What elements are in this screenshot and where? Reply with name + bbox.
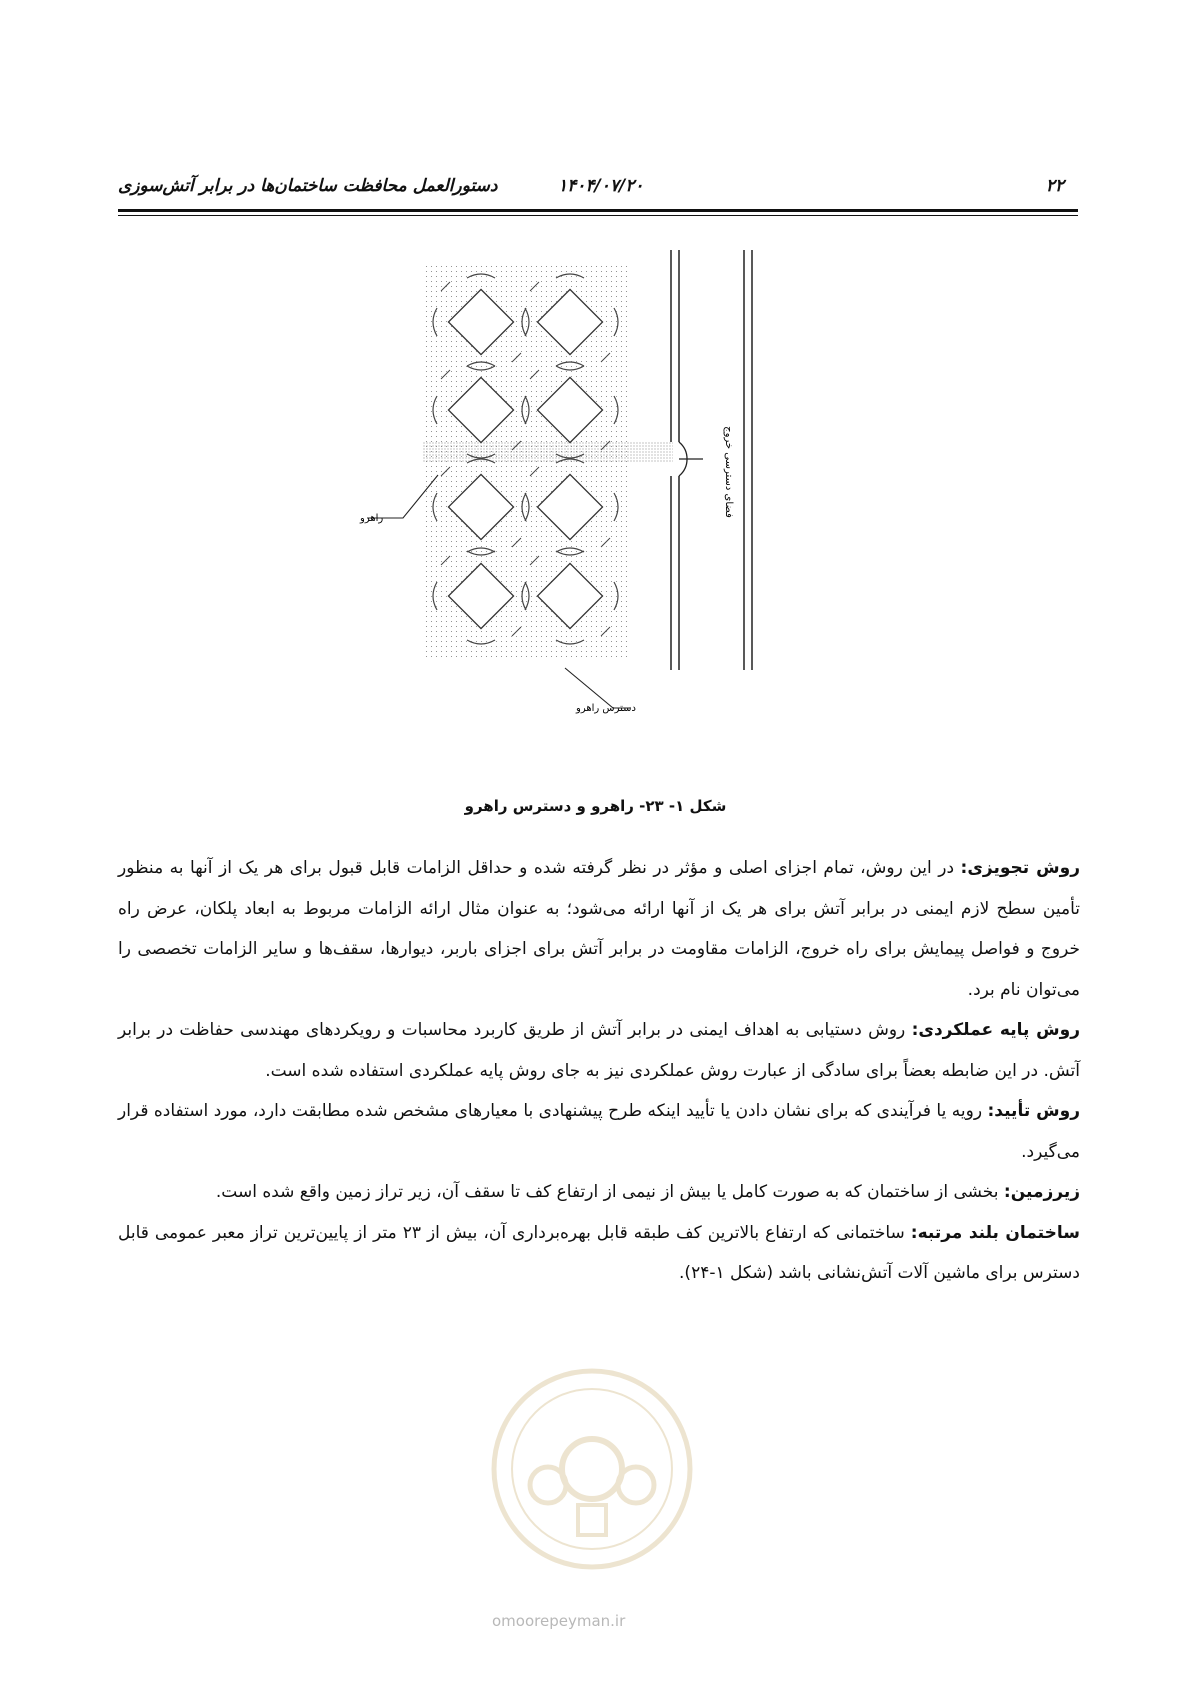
definition-paragraph <box>118 1010 1080 1091</box>
definition-text: رویه یا فرآیندی که برای نشان دادن یا تأیید اینکه طرح پیشنهادی با معیارهای مشخص شده مطابقت دارد، مورد استفاده قرار می‌گیرد. <box>118 1101 1080 1162</box>
document-title: دستورالعمل محافظت ساختمان‌ها در برابر آتش‌سوزی <box>118 176 498 196</box>
label-exit-access: فضای دسترسی خروج <box>723 426 734 518</box>
definition-paragraph <box>118 1172 1080 1213</box>
figure-caption: شکل ۱- ۲۳- راهرو و دسترس راهرو <box>464 797 727 815</box>
definition-term: زیرزمین: <box>1003 1182 1080 1202</box>
seal-icon <box>488 1365 696 1573</box>
definition-term: روش تجویزی: <box>960 858 1080 878</box>
definition-term: روش پایه عملکردی: <box>911 1020 1080 1040</box>
definition-paragraph <box>118 1213 1080 1294</box>
page-number: ۲۲ <box>1045 176 1064 196</box>
definition-text: روش دستیابی به اهداف ایمنی در برابر آتش از طریق کاربرد محاسبات و رویکردهای مهندسی حفاظت در برابر آتش. در این ضابطه بعضاً برای سادگی از عبارت روش عملکردی نیز به جای روش پایه عملکردی استفاده شده است. <box>118 1020 1080 1081</box>
label-aisle: راهرو <box>360 513 384 524</box>
label-aisle-access: دسترس راهرو <box>576 703 636 714</box>
definition-text: ساختمانی که ارتفاع بالاترین کف طبقه قابل بهره‌برداری آن، بیش از ۲۳ متر از پایین‌ترین تراز معبر عمومی قابل دسترس برای ماشین آلات آتش‌نشانی باشد (شکل ۱-۲۴). <box>118 1222 1080 1283</box>
definition-text: بخشی از ساختمان که به صورت کامل یا بیش از نیمی از ارتفاع کف تا سقف آن، زیر تراز زمین واقع شده است. <box>215 1182 1004 1202</box>
document-date: ۱۴۰۴/۰۷/۲۰ <box>558 176 644 196</box>
definition-paragraph <box>118 848 1080 1010</box>
watermark-seal <box>488 1365 696 1573</box>
watermark-url: omoorepeyman.ir <box>492 1612 626 1630</box>
aisle-diagram <box>330 250 830 790</box>
definitions-text <box>118 848 1080 1294</box>
aisle-band <box>423 442 673 462</box>
aisle-figure <box>330 250 830 790</box>
definition-term: روش تأیید: <box>987 1101 1080 1121</box>
definition-term: ساختمان بلند مرتبه: <box>910 1222 1080 1243</box>
page-header <box>118 176 1078 206</box>
definition-text: در این روش، تمام اجزای اصلی و مؤثر در نظر گرفته شده و حداقل الزامات قابل قبول برای هر یک از آنها به منظور تأمین سطح لازم ایمنی در برابر آتش برای هر یک از آنها ارائه می‌شود؛ به عنوان مثال ارائه الزامات مربوط به ابعاد پلکان، عرض راه خروج و فواصل پیمایش برای راه خروج، الزامات مقاومت در برابر آتش برای اجزای باربر، دیوارها، سقف‌ها و سایر الزامات تخصصی را می‌توان نام برد. <box>118 858 1080 1000</box>
header-rule-thin <box>118 215 1078 216</box>
definition-paragraph <box>118 1091 1080 1172</box>
header-rule-thick <box>118 209 1078 212</box>
